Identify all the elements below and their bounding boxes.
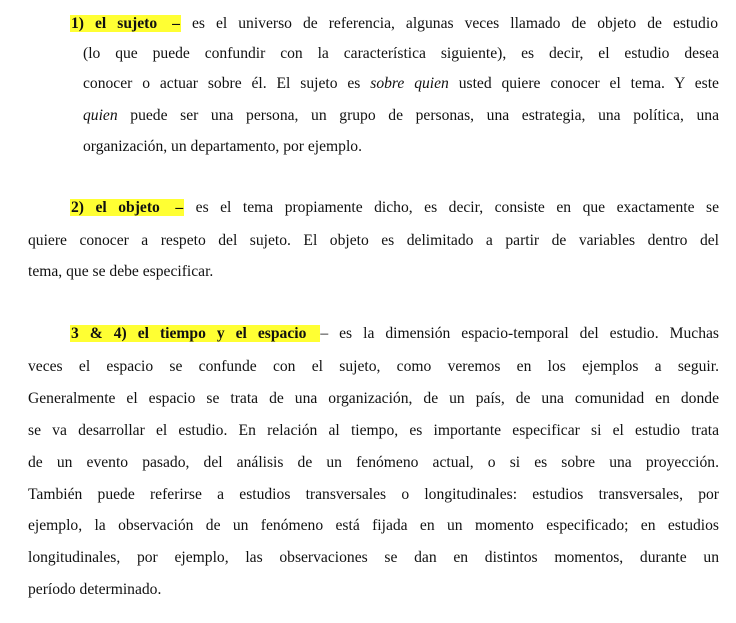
sujeto-line-4 [83, 106, 719, 126]
sujeto-text-2: (lo que puede confundir con la característica siguiente), es decir, el estudio desea [83, 45, 719, 62]
tiempo-text-2: veces el espacio se confunde con el sujeto, como veremos en los ejemplos a seguir. [28, 358, 719, 375]
sujeto-text-3a: conocer o actuar sobre él. El sujeto es [83, 75, 371, 92]
sujeto-line-3 [83, 74, 719, 94]
sujeto-dash: – [172, 15, 180, 32]
tiempo-text-4: se va desarrollar el estudio. En relación al tiempo, es importante especificar si el estudio trata [28, 422, 719, 439]
tiempo-text-8: longitudinales, por ejemplo, las observaciones se dan en distintos momentos, durante un [28, 549, 719, 566]
objeto-text-3: tema, que se debe especificar. [28, 263, 214, 280]
objeto-line-3 [28, 262, 213, 282]
tiempo-line-4 [28, 421, 719, 441]
tiempo-line-7 [28, 516, 719, 536]
objeto-text-1: es el tema propiamente dicho, es decir, consiste en que exactamente se [184, 199, 719, 216]
sujeto-line-1 [70, 14, 718, 34]
sujeto-line-5 [83, 137, 362, 157]
sujeto-text-4a: quien [83, 107, 118, 124]
tiempo-line-8 [28, 548, 719, 568]
sujeto-text-3b: sobre quien [370, 75, 449, 92]
tiempo-line-9 [28, 580, 161, 600]
objeto-text-2: quiere conocer a respeto del sujeto. El objeto es delimitado a partir de variables dentro del [28, 232, 719, 249]
tiempo-line-6 [28, 485, 719, 505]
sujeto-heading: 1) el sujeto [71, 15, 158, 32]
tiempo-dash: – [320, 325, 329, 342]
sujeto-text-5: organización, un departamento, por ejemplo. [83, 138, 363, 155]
tiempo-text-3: Generalmente el espacio se trata de una organización, de un país, de una comunidad en donde [28, 390, 719, 407]
tiempo-text-9: período determinado. [28, 581, 162, 598]
objeto-dash: – [175, 199, 184, 216]
tiempo-text-7: ejemplo, la observación de un fenómeno está fijada en un momento especificado; en estudios [28, 517, 719, 534]
tiempo-text-6: También puede referirse a estudios transversales o longitudinales: estudios transversales, por [28, 486, 719, 503]
tiempo-line-2 [28, 357, 719, 377]
sujeto-text-3c: usted quiere conocer el tema. Y este [448, 75, 719, 92]
objeto-line-2 [28, 231, 719, 251]
tiempo-text-1: es la dimensión espacio-temporal del estudio. Muchas [328, 325, 719, 342]
tiempo-text-5: de un evento pasado, del análisis de un fenómeno actual, o si es sobre una proyección. [28, 454, 719, 471]
tiempo-line-5 [28, 453, 719, 473]
sujeto-text-1: es el universo de referencia, algunas veces llamado de objeto de estudio [180, 15, 718, 32]
objeto-line-1 [70, 198, 719, 218]
tiempo-line-1 [70, 324, 719, 344]
objeto-heading: 2) el objeto [71, 199, 160, 216]
tiempo-line-3 [28, 389, 719, 409]
tiempo-heading: 3 & 4) el tiempo y el espacio [71, 325, 307, 342]
sujeto-line-2 [83, 44, 719, 64]
sujeto-text-4b: puede ser una persona, un grupo de personas, una estrategia, una política, una [117, 107, 719, 124]
